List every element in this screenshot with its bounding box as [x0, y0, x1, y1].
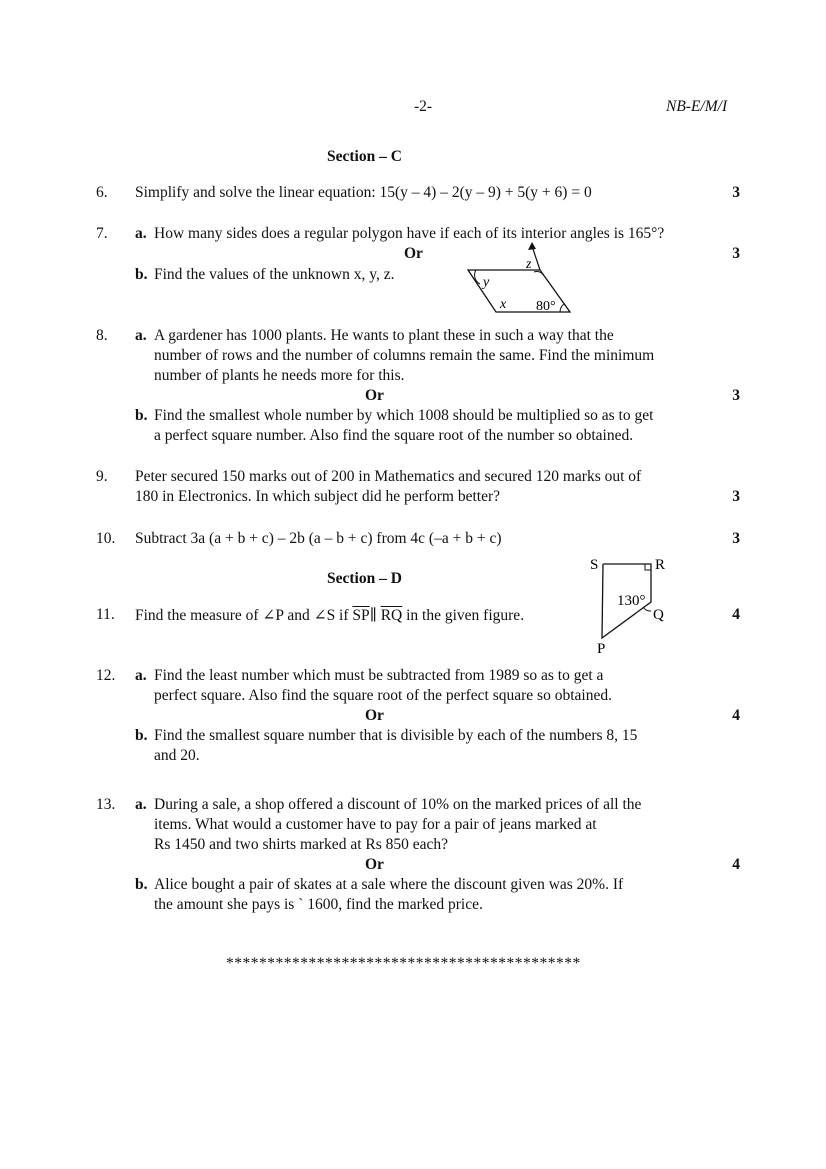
q13-b-line-2: the amount she pays is ` 1600, find the marked price. — [154, 896, 483, 913]
q9-line-2: 180 in Electronics. In which subject did he perform better? — [135, 488, 500, 505]
q8-b-line-1: Find the smallest whole number by which 1008 should be multiplied so as to get — [154, 407, 654, 424]
q10-text: Subtract 3a (a + b + c) – 2b (a – b + c) from 4c (–a + b + c) — [135, 530, 502, 547]
q12-b-label: b. — [135, 727, 148, 744]
section-c-heading: Section – C — [327, 148, 402, 165]
q12-b-line-2: and 20. — [154, 747, 200, 764]
q7-b-label: b. — [135, 266, 148, 283]
q8-b-line-2: a perfect square number. Also find the square root of the number so obtained. — [154, 427, 634, 444]
fig-label-s: S — [590, 557, 599, 573]
q11-segment-rq: $\overline{RQ}$ — [380, 607, 403, 624]
arrow-head-icon — [528, 242, 536, 250]
q12-or: Or — [365, 707, 384, 724]
q8-marks: 3 — [732, 387, 740, 404]
q13-marks: 4 — [732, 856, 740, 873]
q10-marks: 3 — [732, 530, 740, 547]
q11-text-after: in the given figure. — [406, 607, 525, 624]
q8-b-label: b. — [135, 407, 148, 424]
q13-a-line-2: items. What would a customer have to pay for a pair of jeans marked at — [154, 816, 597, 833]
right-angle-marker — [645, 564, 651, 570]
fig-label-z: z — [526, 257, 532, 272]
footer-stars: ******************************************* — [226, 955, 581, 972]
q8-or: Or — [365, 387, 384, 404]
q8-a-line-1: A gardener has 1000 plants. He wants to plant these in such a way that the — [154, 327, 614, 344]
q13-a-line-3: Rs 1450 and two shirts marked at Rs 850 each? — [154, 836, 449, 853]
q13-b-label: b. — [135, 876, 148, 893]
q11-parallel-symbol: ∥ — [369, 607, 377, 624]
q8-a-line-2: number of rows and the number of columns remain the same. Find the minimum — [154, 347, 655, 364]
fig-label-80: 80° — [536, 299, 556, 314]
q11-text-before: Find the measure of ∠P and ∠S if — [135, 607, 349, 624]
q12-marks: 4 — [732, 707, 740, 724]
section-d-heading: Section – D — [327, 570, 402, 587]
q13-or: Or — [365, 856, 384, 873]
q11-segment-sp: $\overline{SP}$ — [352, 607, 370, 624]
angle-z-arc — [534, 271, 544, 276]
q7-a-label: a. — [135, 225, 147, 242]
fig-label-130: 130° — [617, 593, 646, 609]
q13-a-line-1: During a sale, a shop offered a discount of 10% on the marked prices of all the — [154, 796, 642, 813]
fig-label-x: x — [500, 297, 507, 312]
fig-label-r: R — [655, 557, 666, 573]
q12-a-label: a. — [135, 667, 147, 684]
paper-code: NB-E/M/I — [666, 98, 728, 115]
fig-label-p: P — [597, 641, 606, 655]
q7-b-text: Find the values of the unknown x, y, z. — [154, 266, 395, 283]
q12-a-line-2: perfect square. Also find the square root of the perfect square so obtained. — [154, 687, 612, 704]
page-number: -2- — [414, 98, 433, 115]
q8-a-line-3: number of plants he needs more for this. — [154, 367, 405, 384]
q13-b-line-1: Alice bought a pair of skates at a sale where the discount given was 20%. If — [154, 876, 624, 893]
q7-or: Or — [404, 245, 423, 262]
q8-number: 8. — [96, 327, 108, 344]
fig-label-q: Q — [653, 607, 664, 623]
q13-a-label: a. — [135, 796, 147, 813]
q6-marks: 3 — [732, 184, 740, 201]
q12-b-line-1: Find the smallest square number that is divisible by each of the numbers 8, 15 — [154, 727, 638, 744]
q7-a-text: How many sides does a regular polygon have if each of its interior angles is 165°? — [154, 225, 665, 242]
q12-number: 12. — [96, 667, 116, 684]
q9-line-1: Peter secured 150 marks out of 200 in Mathematics and secured 120 marks out of — [135, 468, 642, 485]
q13-number: 13. — [96, 796, 116, 813]
q12-a-line-1: Find the least number which must be subtracted from 1989 so as to get a — [154, 667, 604, 684]
q11-text — [135, 606, 524, 625]
q8-a-label: a. — [135, 327, 147, 344]
fig-label-y: y — [483, 275, 490, 290]
q9-number: 9. — [96, 468, 108, 485]
q7-figure — [460, 238, 580, 318]
q6-text: Simplify and solve the linear equation: 15(y – 4) – 2(y – 9) + 5(y + 6) = 0 — [135, 184, 592, 201]
q7-number: 7. — [96, 225, 108, 242]
diagonal-arrow-line — [532, 246, 540, 270]
q11-number: 11. — [96, 606, 115, 623]
angle-80-arc — [560, 304, 564, 312]
q11-marks: 4 — [732, 606, 740, 623]
q10-number: 10. — [96, 530, 116, 547]
q9-marks: 3 — [732, 488, 740, 505]
q7-marks: 3 — [732, 245, 740, 262]
q11-figure — [585, 555, 675, 655]
q6-number: 6. — [96, 184, 108, 201]
